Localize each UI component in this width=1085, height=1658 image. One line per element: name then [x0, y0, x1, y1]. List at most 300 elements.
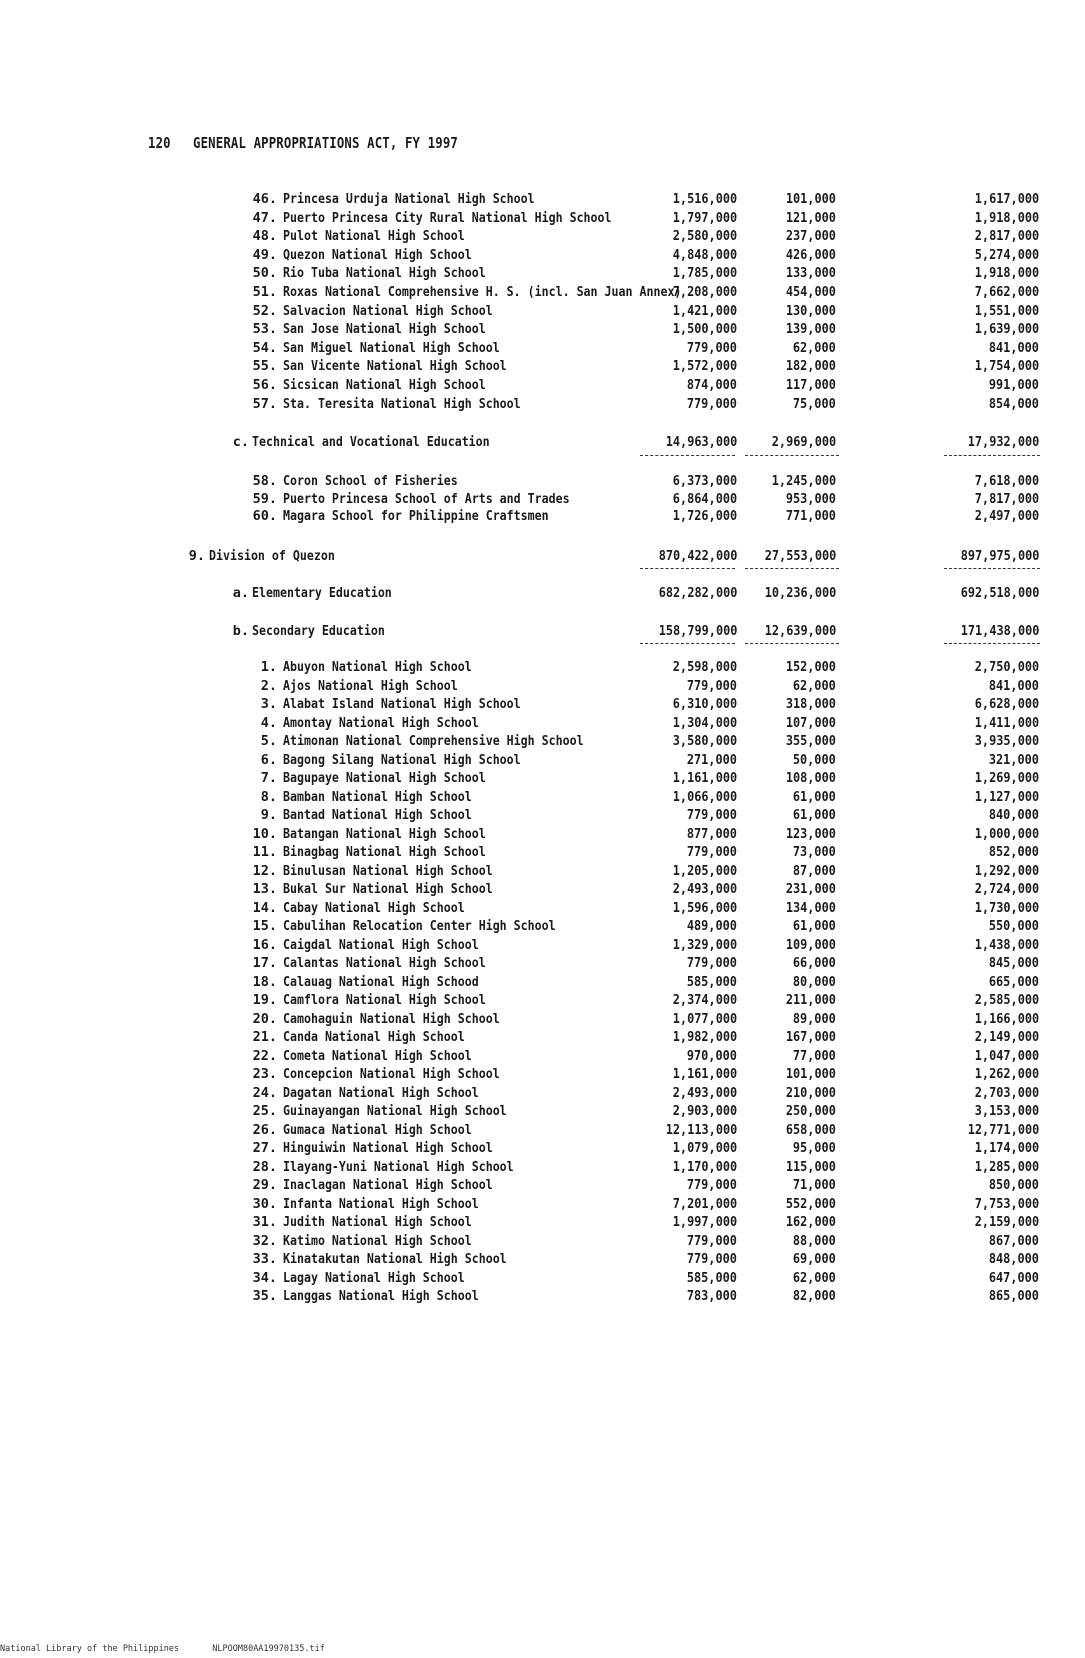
row-number: 27. [252, 1140, 277, 1156]
amount-mooe: 61,000 [793, 788, 836, 805]
amount-mooe: 139,000 [785, 321, 836, 338]
row-label: Dagatan National High School [283, 1084, 479, 1101]
row-number: 22. [252, 1047, 277, 1064]
amount-mooe: 121,000 [785, 209, 836, 226]
subtotal-rule [944, 568, 1040, 569]
row-number: 3. [260, 696, 277, 712]
row-number: 26. [252, 1121, 277, 1138]
row-label: Calauag National High Schood [283, 973, 479, 990]
table-row [0, 732, 1085, 750]
amount-mooe: 71,000 [793, 1177, 836, 1193]
table-row [0, 1028, 1085, 1046]
amount-total: 2,724,000 [974, 881, 1039, 897]
row-number: 35. [252, 1288, 277, 1304]
row-label: Caigdal National High School [283, 936, 479, 953]
amount-mooe: 152,000 [785, 659, 836, 675]
row-number: 34. [252, 1269, 277, 1286]
amount-ps: 1,982,000 [672, 1029, 737, 1045]
subtotal-row [0, 433, 1085, 451]
table-row [0, 1084, 1085, 1102]
row-label: Langgas National High School [283, 1288, 479, 1304]
document-title: GENERAL APPROPRIATIONS ACT, FY 1997 [193, 134, 458, 152]
amount-total: 1,918,000 [974, 209, 1039, 226]
table-row [0, 769, 1085, 787]
row-label: Elementary Education [252, 585, 392, 601]
amount-total: 854,000 [988, 395, 1039, 412]
row-number: 4. [260, 714, 277, 731]
row-number: 10. [252, 825, 277, 842]
amount-total: 2,817,000 [974, 228, 1039, 245]
amount-ps: 1,421,000 [672, 302, 737, 319]
row-number: 20. [252, 1010, 277, 1027]
table-row [0, 751, 1085, 769]
row-label: Roxas National Comprehensive H. S. (incl. San Juan Annex) [283, 284, 682, 300]
amount-mooe: 27,553,000 [764, 548, 836, 564]
table-row [0, 1102, 1085, 1120]
amount-total: 865,000 [988, 1288, 1039, 1304]
amount-ps: 1,077,000 [672, 1010, 737, 1027]
row-number: c. [232, 434, 249, 450]
amount-total: 665,000 [988, 973, 1039, 990]
table-row [0, 395, 1085, 413]
amount-total: 2,750,000 [974, 659, 1039, 675]
table-row [0, 695, 1085, 713]
amount-mooe: 182,000 [785, 358, 836, 375]
amount-mooe: 101,000 [785, 1066, 836, 1082]
row-label: Binagbag National High School [283, 844, 486, 860]
amount-ps: 1,304,000 [672, 714, 737, 731]
table-row [0, 264, 1085, 282]
amount-mooe: 109,000 [785, 936, 836, 953]
row-label: Camohaguin National High School [283, 1010, 500, 1027]
amount-mooe: 426,000 [785, 246, 836, 263]
amount-ps: 4,848,000 [672, 246, 737, 263]
amount-total: 1,269,000 [974, 770, 1039, 786]
amount-ps: 6,310,000 [672, 696, 737, 712]
row-label: Technical and Vocational Education [252, 434, 490, 450]
row-label: Bukal Sur National High School [283, 881, 493, 897]
amount-ps: 874,000 [686, 377, 737, 393]
row-label: Cometa National High School [283, 1047, 472, 1064]
amount-total: 2,497,000 [974, 508, 1039, 524]
row-number: 25. [252, 1103, 277, 1119]
row-label: Bantad National High School [283, 807, 472, 823]
amount-mooe: 123,000 [785, 825, 836, 842]
amount-total: 848,000 [988, 1251, 1039, 1267]
table-row [0, 862, 1085, 880]
row-number: 24. [252, 1084, 277, 1101]
row-number: 7. [260, 770, 277, 786]
row-label: Sicsican National High School [283, 377, 486, 393]
amount-mooe: 88,000 [793, 1232, 836, 1249]
amount-total: 845,000 [988, 955, 1039, 971]
amount-total: 1,166,000 [974, 1010, 1039, 1027]
amount-mooe: 454,000 [785, 284, 836, 300]
amount-ps: 7,201,000 [672, 1195, 737, 1212]
row-number: 1. [260, 659, 277, 675]
row-number: 6. [260, 751, 277, 768]
row-number: 54. [252, 339, 277, 356]
table-row [0, 991, 1085, 1009]
table-row [0, 357, 1085, 375]
amount-ps: 1,572,000 [672, 358, 737, 375]
table-row [0, 677, 1085, 695]
amount-mooe: 69,000 [793, 1251, 836, 1267]
subtotal-rule [745, 455, 839, 456]
amount-mooe: 62,000 [793, 677, 836, 694]
amount-ps: 877,000 [686, 825, 737, 842]
table-row [0, 1121, 1085, 1139]
row-number: 30. [252, 1195, 277, 1212]
subtotal-row [0, 622, 1085, 640]
amount-total: 171,438,000 [960, 623, 1039, 639]
row-label: Concepcion National High School [283, 1066, 500, 1082]
page-number: 120 [148, 134, 171, 152]
row-label: Inaclagan National High School [283, 1177, 493, 1193]
table-row [0, 658, 1085, 676]
row-number: 17. [252, 955, 277, 971]
amount-total: 550,000 [988, 918, 1039, 934]
amount-ps: 1,170,000 [672, 1158, 737, 1175]
amount-ps: 14,963,000 [665, 434, 737, 450]
amount-mooe: 2,969,000 [771, 434, 836, 450]
row-label: Bamban National High School [283, 788, 472, 805]
amount-ps: 870,422,000 [658, 548, 737, 564]
amount-total: 2,149,000 [974, 1029, 1039, 1045]
amount-total: 841,000 [988, 677, 1039, 694]
row-label: Canda National High School [283, 1029, 465, 1045]
amount-total: 991,000 [988, 377, 1039, 393]
amount-ps: 585,000 [686, 973, 737, 990]
row-label: Infanta National High School [283, 1195, 479, 1212]
amount-total: 3,935,000 [974, 733, 1039, 749]
amount-ps: 7,208,000 [672, 284, 737, 300]
row-number: 2. [260, 677, 277, 694]
row-number: 28. [252, 1158, 277, 1175]
amount-mooe: 77,000 [793, 1047, 836, 1064]
table-row [0, 1010, 1085, 1028]
amount-total: 1,411,000 [974, 714, 1039, 731]
table-row [0, 376, 1085, 394]
row-number: 9. [260, 807, 277, 823]
row-label: Amontay National High School [283, 714, 479, 731]
amount-total: 17,932,000 [967, 434, 1039, 450]
subtotal-rule [640, 568, 735, 569]
row-number: 49. [252, 246, 277, 263]
row-number: 9. [188, 548, 205, 564]
amount-mooe: 355,000 [785, 733, 836, 749]
row-number: 14. [252, 899, 277, 916]
row-label: Bagupaye National High School [283, 770, 486, 786]
scan-footer [0, 1644, 353, 1654]
amount-total: 321,000 [988, 751, 1039, 768]
amount-mooe: 62,000 [793, 1269, 836, 1286]
row-label: Quezon National High School [283, 246, 472, 263]
row-label: Sta. Teresita National High School [283, 395, 521, 412]
amount-total: 2,159,000 [974, 1214, 1039, 1230]
subtotal-rule [944, 643, 1040, 644]
amount-total: 692,518,000 [960, 585, 1039, 601]
row-label: Cabulihan Relocation Center High School [283, 918, 556, 934]
amount-total: 1,285,000 [974, 1158, 1039, 1175]
row-number: 13. [252, 881, 277, 897]
row-label: Hinguiwin National High School [283, 1140, 493, 1156]
amount-ps: 1,079,000 [672, 1140, 737, 1156]
row-label: Ajos National High School [283, 677, 458, 694]
amount-ps: 489,000 [686, 918, 737, 934]
amount-mooe: 80,000 [793, 973, 836, 990]
row-number: 15. [252, 918, 277, 934]
amount-ps: 6,373,000 [672, 473, 737, 489]
table-row [0, 899, 1085, 917]
amount-total: 1,639,000 [974, 321, 1039, 338]
amount-ps: 779,000 [686, 955, 737, 971]
amount-total: 840,000 [988, 807, 1039, 823]
table-row [0, 843, 1085, 861]
table-row [0, 788, 1085, 806]
amount-total: 1,000,000 [974, 825, 1039, 842]
amount-ps: 12,113,000 [665, 1121, 737, 1138]
subtotal-rule [640, 643, 735, 644]
amount-mooe: 134,000 [785, 899, 836, 916]
row-number: 51. [252, 284, 277, 300]
subtotal-row [0, 584, 1085, 602]
amount-total: 852,000 [988, 844, 1039, 860]
row-number: 32. [252, 1232, 277, 1249]
amount-mooe: 50,000 [793, 751, 836, 768]
amount-ps: 1,516,000 [672, 191, 737, 207]
row-number: 23. [252, 1066, 277, 1082]
table-row [0, 825, 1085, 843]
division-row [0, 547, 1085, 565]
amount-mooe: 107,000 [785, 714, 836, 731]
amount-total: 7,662,000 [974, 284, 1039, 300]
table-row [0, 302, 1085, 320]
table-row [0, 1232, 1085, 1250]
table-row [0, 806, 1085, 824]
table-row [0, 1250, 1085, 1268]
amount-total: 850,000 [988, 1177, 1039, 1193]
amount-mooe: 237,000 [785, 228, 836, 245]
amount-ps: 682,282,000 [658, 585, 737, 601]
amount-ps: 1,797,000 [672, 209, 737, 226]
subtotal-rule [944, 455, 1040, 456]
row-label: Puerto Princesa City Rural National High School [283, 209, 612, 226]
amount-ps: 6,864,000 [672, 490, 737, 507]
amount-mooe: 115,000 [785, 1158, 836, 1175]
amount-mooe: 10,236,000 [764, 585, 836, 601]
row-label: Camflora National High School [283, 992, 486, 1008]
row-label: Lagay National High School [283, 1269, 465, 1286]
amount-ps: 970,000 [686, 1047, 737, 1064]
table-row [0, 936, 1085, 954]
row-label: Batangan National High School [283, 825, 486, 842]
amount-ps: 271,000 [686, 751, 737, 768]
table-row [0, 1139, 1085, 1157]
amount-ps: 783,000 [686, 1288, 737, 1304]
row-number: 55. [252, 358, 277, 375]
row-label: Katimo National High School [283, 1232, 472, 1249]
table-row [0, 917, 1085, 935]
row-label: Abuyon National High School [283, 659, 472, 675]
row-label: Salvacion National High School [283, 302, 493, 319]
amount-ps: 2,903,000 [672, 1103, 737, 1119]
row-label: Coron School of Fisheries [283, 473, 458, 489]
amount-total: 1,918,000 [974, 265, 1039, 282]
table-row [0, 246, 1085, 264]
amount-total: 1,438,000 [974, 936, 1039, 953]
row-number: 8. [260, 788, 277, 805]
amount-ps: 779,000 [686, 807, 737, 823]
amount-mooe: 12,639,000 [764, 623, 836, 639]
amount-total: 867,000 [988, 1232, 1039, 1249]
row-number: 16. [252, 936, 277, 953]
table-row [0, 490, 1085, 508]
amount-mooe: 75,000 [793, 395, 836, 412]
subtotal-rule [745, 643, 839, 644]
amount-mooe: 73,000 [793, 844, 836, 860]
row-label: Alabat Island National High School [283, 696, 521, 712]
amount-mooe: 108,000 [785, 770, 836, 786]
row-label: San Miguel National High School [283, 339, 500, 356]
amount-mooe: 953,000 [785, 490, 836, 507]
row-label: Puerto Princesa School of Arts and Trades [283, 490, 570, 507]
table-row [0, 190, 1085, 208]
amount-total: 6,628,000 [974, 696, 1039, 712]
table-row [0, 1213, 1085, 1231]
amount-ps: 585,000 [686, 1269, 737, 1286]
row-number: 29. [252, 1177, 277, 1193]
row-label: Bagong Silang National High School [283, 751, 521, 768]
amount-mooe: 95,000 [793, 1140, 836, 1156]
amount-total: 3,153,000 [974, 1103, 1039, 1119]
page-header [148, 134, 458, 152]
amount-ps: 2,374,000 [672, 992, 737, 1008]
row-number: 18. [252, 973, 277, 990]
amount-total: 5,274,000 [974, 246, 1039, 263]
row-number: 5. [260, 733, 277, 749]
amount-total: 1,174,000 [974, 1140, 1039, 1156]
amount-ps: 1,997,000 [672, 1214, 737, 1230]
row-label: Binulusan National High School [283, 862, 493, 879]
amount-mooe: 89,000 [793, 1010, 836, 1027]
amount-ps: 1,066,000 [672, 788, 737, 805]
library-credit: National Library of the Philippines [0, 1644, 180, 1654]
row-label: Calantas National High School [283, 955, 486, 971]
amount-total: 647,000 [988, 1269, 1039, 1286]
row-label: San Vicente National High School [283, 358, 507, 375]
amount-total: 1,551,000 [974, 302, 1039, 319]
amount-total: 1,292,000 [974, 862, 1039, 879]
amount-mooe: 62,000 [793, 339, 836, 356]
row-label: Judith National High School [283, 1214, 472, 1230]
amount-mooe: 101,000 [785, 191, 836, 207]
table-row [0, 1047, 1085, 1065]
row-label: Kinatakutan National High School [283, 1251, 507, 1267]
amount-mooe: 211,000 [785, 992, 836, 1008]
file-name: NLPOOM80AA19970135.tif [212, 1644, 325, 1654]
amount-mooe: 82,000 [793, 1288, 836, 1304]
row-number: 50. [252, 265, 277, 282]
amount-ps: 779,000 [686, 339, 737, 356]
row-label: Cabay National High School [283, 899, 465, 916]
row-label: San Jose National High School [283, 321, 486, 338]
table-row [0, 507, 1085, 525]
amount-mooe: 162,000 [785, 1214, 836, 1230]
row-label: Guinayangan National High School [283, 1103, 507, 1119]
row-label: Secondary Education [252, 623, 385, 639]
table-row [0, 1269, 1085, 1287]
amount-mooe: 130,000 [785, 302, 836, 319]
amount-total: 7,753,000 [974, 1195, 1039, 1212]
amount-ps: 1,161,000 [672, 770, 737, 786]
amount-ps: 1,205,000 [672, 862, 737, 879]
amount-mooe: 771,000 [785, 508, 836, 524]
table-row [0, 880, 1085, 898]
subtotal-rule [640, 455, 735, 456]
amount-ps: 779,000 [686, 677, 737, 694]
amount-ps: 2,493,000 [672, 881, 737, 897]
amount-ps: 2,493,000 [672, 1084, 737, 1101]
row-number: 52. [252, 302, 277, 319]
row-number: 53. [252, 321, 277, 338]
row-number: 47. [252, 209, 277, 226]
row-number: 31. [252, 1214, 277, 1230]
row-number: 19. [252, 992, 277, 1008]
amount-mooe: 117,000 [785, 377, 836, 393]
row-label: Princesa Urduja National High School [283, 191, 535, 207]
amount-total: 897,975,000 [960, 548, 1039, 564]
row-label: Ilayang-Yuni National High School [283, 1158, 514, 1175]
amount-total: 2,703,000 [974, 1084, 1039, 1101]
amount-ps: 779,000 [686, 395, 737, 412]
amount-ps: 1,726,000 [672, 508, 737, 524]
table-row [0, 227, 1085, 245]
amount-ps: 2,580,000 [672, 228, 737, 245]
table-row [0, 209, 1085, 227]
amount-total: 2,585,000 [974, 992, 1039, 1008]
row-number: a. [232, 585, 249, 601]
amount-mooe: 658,000 [785, 1121, 836, 1138]
amount-ps: 1,785,000 [672, 265, 737, 282]
table-row [0, 1176, 1085, 1194]
amount-total: 841,000 [988, 339, 1039, 356]
amount-ps: 779,000 [686, 1177, 737, 1193]
amount-ps: 1,596,000 [672, 899, 737, 916]
amount-mooe: 61,000 [793, 807, 836, 823]
row-number: 11. [252, 844, 277, 860]
amount-total: 1,730,000 [974, 899, 1039, 916]
amount-ps: 158,799,000 [658, 623, 737, 639]
subtotal-rule [745, 568, 839, 569]
amount-mooe: 210,000 [785, 1084, 836, 1101]
amount-ps: 1,329,000 [672, 936, 737, 953]
amount-ps: 3,580,000 [672, 733, 737, 749]
row-number: 21. [252, 1029, 277, 1045]
table-row [0, 1158, 1085, 1176]
row-number: 48. [252, 228, 277, 245]
amount-mooe: 167,000 [785, 1029, 836, 1045]
amount-mooe: 1,245,000 [771, 473, 836, 489]
row-label: Atimonan National Comprehensive High School [283, 733, 584, 749]
amount-mooe: 231,000 [785, 881, 836, 897]
amount-total: 7,817,000 [974, 490, 1039, 507]
amount-total: 1,262,000 [974, 1066, 1039, 1082]
amount-mooe: 87,000 [793, 862, 836, 879]
amount-total: 1,754,000 [974, 358, 1039, 375]
amount-mooe: 552,000 [785, 1195, 836, 1212]
table-row [0, 320, 1085, 338]
